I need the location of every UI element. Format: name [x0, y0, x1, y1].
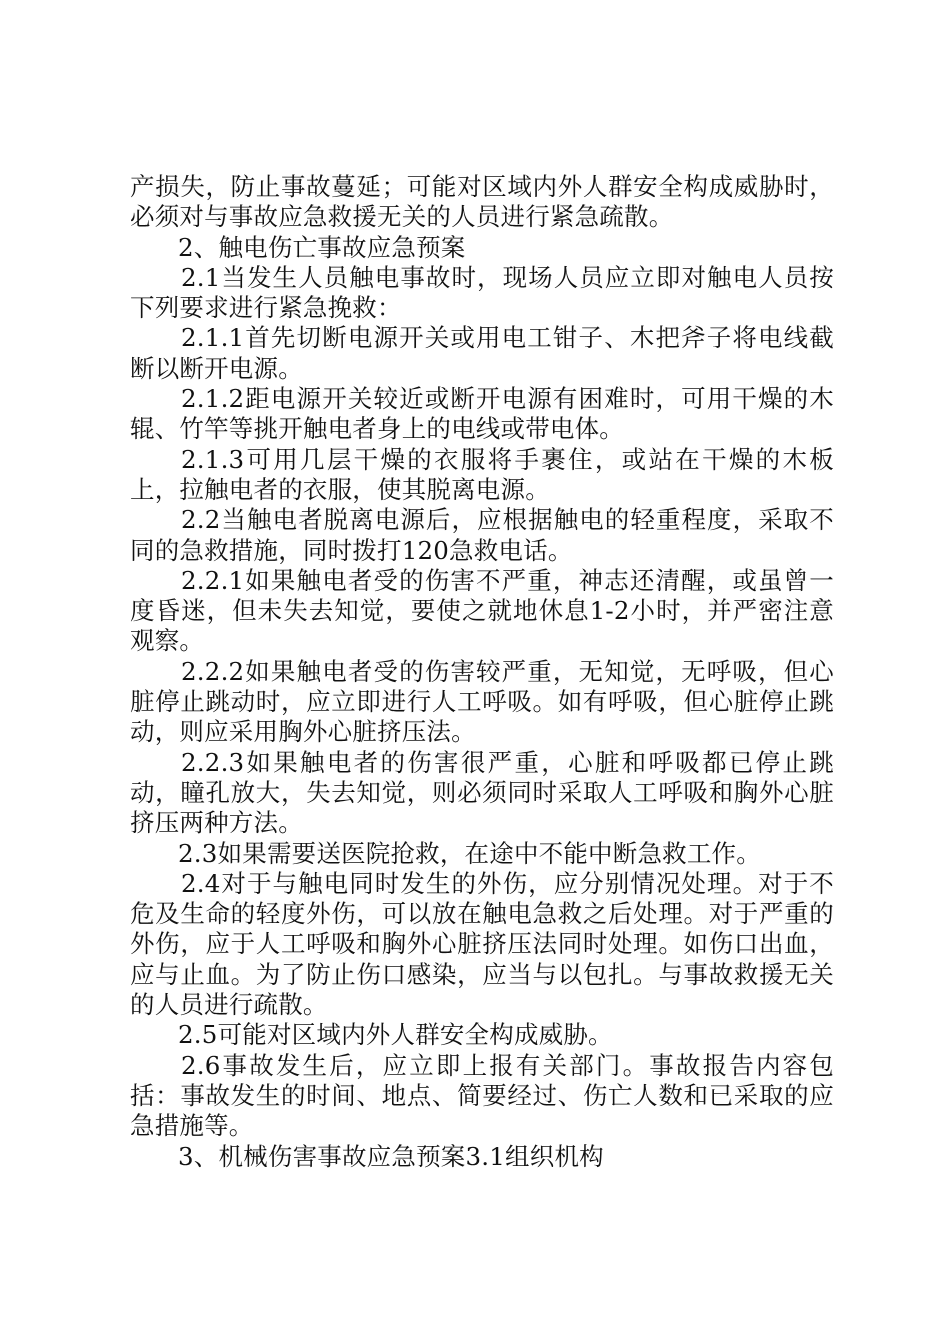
- heading-electric-shock-plan: 2、触电伤亡事故应急预案: [178, 232, 466, 262]
- paragraph-2-2: 2.2当触电者脱离电源后，应根据触电的轻重程度，采取不同的急救措施，同时拨打120急救电话。: [130, 505, 834, 565]
- paragraph-2-2-3: 2.2.3如果触电者的伤害很严重，心脏和呼吸都已停止跳动，瞳孔放大，失去知觉，则必须同时采取人工呼吸和胸外心脏挤压两种方法。: [130, 747, 834, 838]
- paragraph-evacuation: 产损失，防止事故蔓延；可能对区域内外人群安全构成威胁时，必须对与事故应急救援无关的人员进行紧急疏散。: [130, 172, 834, 232]
- paragraph-2-6: 2.6事故发生后，应立即上报有关部门。事故报告内容包括：事故发生的时间、地点、简要经过、伤亡人数和已采取的应急措施等。: [130, 1050, 834, 1141]
- document-page: [130, 172, 834, 1172]
- paragraph-2-4: 2.4对于与触电同时发生的外伤，应分别情况处理。对于不危及生命的轻度外伤，可以放在触电急救之后处理。对于严重的外伤，应于人工呼吸和胸外心脏挤压法同时处理。如伤口出血，应与止血。为了防止伤口感染，应当与以包扎。与事故救援无关的人员进行疏散。: [130, 868, 834, 1020]
- paragraph-2-1: 2.1当发生人员触电事故时，现场人员应立即对触电人员按下列要求进行紧急挽救：: [130, 262, 834, 323]
- paragraph-2-1-1: 2.1.1首先切断电源开关或用电工钳子、木把斧子将电线截断以断开电源。: [130, 323, 834, 383]
- paragraph-2-2-2: 2.2.2如果触电者受的伤害较严重，无知觉，无呼吸，但心脏停止跳动时，应立即进行人工呼吸。如有呼吸，但心脏停止跳动，则应采用胸外心脏挤压法。: [130, 656, 834, 747]
- paragraph-2-2-1: 2.2.1如果触电者受的伤害不严重，神志还清醒，或虽曾一度昏迷，但未失去知觉，要使之就地休息1-2小时，并严密注意观察。: [130, 565, 834, 656]
- paragraph-2-1-2: 2.1.2距电源开关较近或断开电源有困难时，可用干燥的木辊、竹竿等挑开触电者身上的电线或带电体。: [130, 384, 834, 444]
- paragraph-2-1-3: 2.1.3可用几层干燥的衣服将手裹住，或站在干燥的木板上，拉触电者的衣服，使其脱离电源。: [130, 444, 834, 504]
- paragraph-2-3: 2.3如果需要送医院抢救，在途中不能中断急救工作。: [178, 838, 761, 868]
- heading-mechanical-injury-plan: 3、机械伤害事故应急预案3.1组织机构: [178, 1141, 604, 1171]
- paragraph-2-5: 2.5可能对区域内外人群安全构成威胁。: [178, 1020, 613, 1050]
